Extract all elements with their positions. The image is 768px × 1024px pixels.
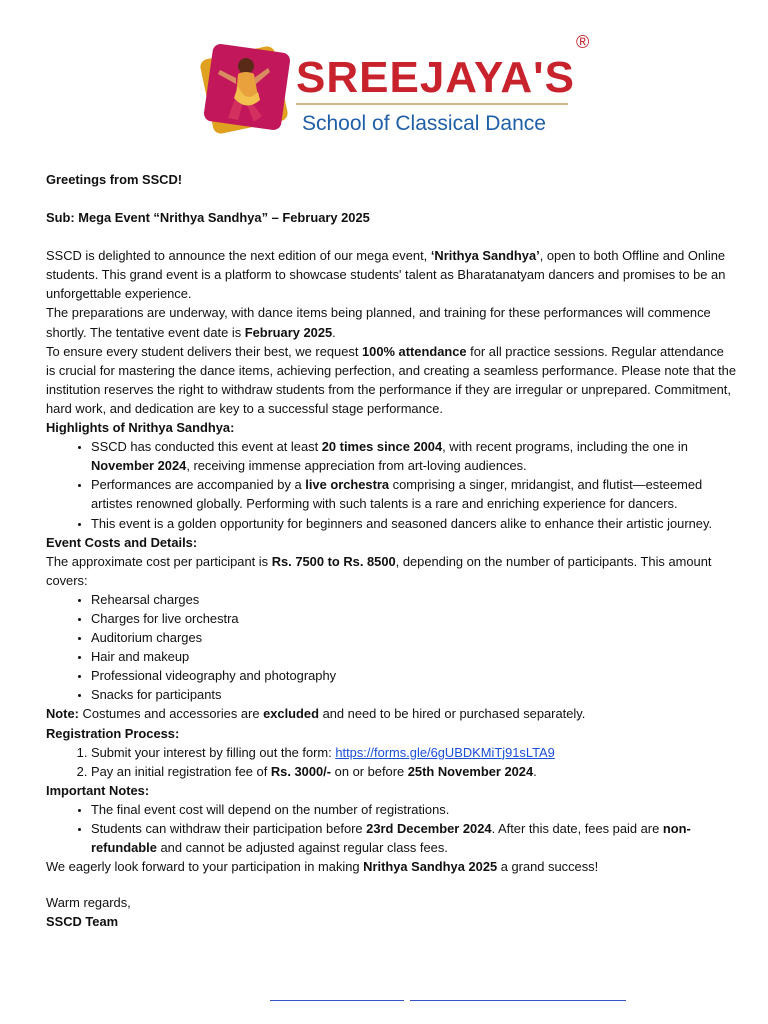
list-item: • Auditorium charges [91,628,736,647]
list-item: • Professional videography and photography [91,666,736,685]
intro-paragraph: SSCD is delighted to announce the next edition of our mega event, ‘Nrithya Sandhya’, open to both Offline and Online students. This grand event is a platform to showcase students' talent as Bharatanatyam dancers and promises to be an unforgettable experience. [46,248,726,302]
registration-steps [46,743,736,781]
footer-link-underline[interactable] [410,1000,626,1001]
highlights-list [46,437,736,532]
letter-body [46,170,736,931]
footer-link-underline[interactable] [270,1000,404,1001]
costs-intro: The approximate cost per participant is Rs. 7500 to Rs. 8500, depending on the number of participants. This amount covers: [46,553,712,588]
list-item: • Snacks for participants [91,685,736,704]
list-item: • Hair and makeup [91,647,736,666]
highlights-heading: Highlights of Nrithya Sandhya: [46,420,235,436]
list-item: • SSCD has conducted this event at least 20 times since 2004, with recent programs, including the one in November 2024, receiving immense appreciation from art-loving audiences. [91,437,736,475]
list-item: • Charges for live orchestra [91,609,736,628]
logo-brand-text: SREEJAYA'S [296,53,575,102]
costs-list [46,590,736,705]
list-item: • Performances are accompanied by a live orchestra comprising a singer, mridangist, and flutist—esteemed artistes renowned globally. Performing with such talents is a rare and enriching experience for dancers. [91,475,736,513]
note-line: Note: Costumes and accessories are excluded and need to be hired or purchased separately. [46,706,586,722]
registered-mark: ® [576,34,590,52]
important-list [46,800,736,857]
list-item: 2. Pay an initial registration fee of Rs. 3000/- on or before 25th November 2024. [91,762,736,781]
preparations-paragraph: The preparations are underway, with dance items being planned, and training for these performances will commence shortly. The tentative event date is February 2025. [46,305,711,340]
list-item: • Students can withdraw their participation before 23rd December 2024. After this date, fees paid are non-refundable and cannot be adjusted against regular class fees. [91,819,736,857]
costs-heading: Event Costs and Details: [46,534,198,550]
school-logo [192,34,602,146]
list-item: • This event is a golden opportunity for beginners and seasoned dancers alike to enhance their artistic journey. [91,514,736,533]
greeting: Greetings from SSCD! [46,172,183,187]
signoff: Warm regards, [46,895,131,911]
logo-tagline: School of Classical Dance [302,112,546,135]
closing-line: We eagerly look forward to your participation in making Nrithya Sandhya 2025 a grand success! [46,859,599,875]
registration-form-link[interactable]: https://forms.gle/6gUBDKMiTj91sLTA9 [335,744,555,760]
signature: SSCD Team [46,914,119,930]
attendance-paragraph: To ensure every student delivers their best, we request 100% attendance for all practice sessions. Regular attendance is crucial for mastering the dance items, achieving perfection, and creating a seamless performance. Please note that the institution reserves the right to withdraw students from the performance if they are irregular or unprepared. Commitment, hard work, and dedication are key to a successful stage performance. [46,343,737,416]
important-heading: Important Notes: [46,782,150,798]
registration-heading: Registration Process: [46,725,180,741]
logo-graphic [192,34,602,146]
list-item: • Rehearsal charges [91,590,736,609]
subject-line: Sub: Mega Event “Nrithya Sandhya” – February 2025 [46,210,370,226]
list-item: 1. Submit your interest by filling out the form: https://forms.gle/6gUBDKMiTj91sLTA9 [91,743,736,762]
list-item: • The final event cost will depend on the number of registrations. [91,800,736,819]
